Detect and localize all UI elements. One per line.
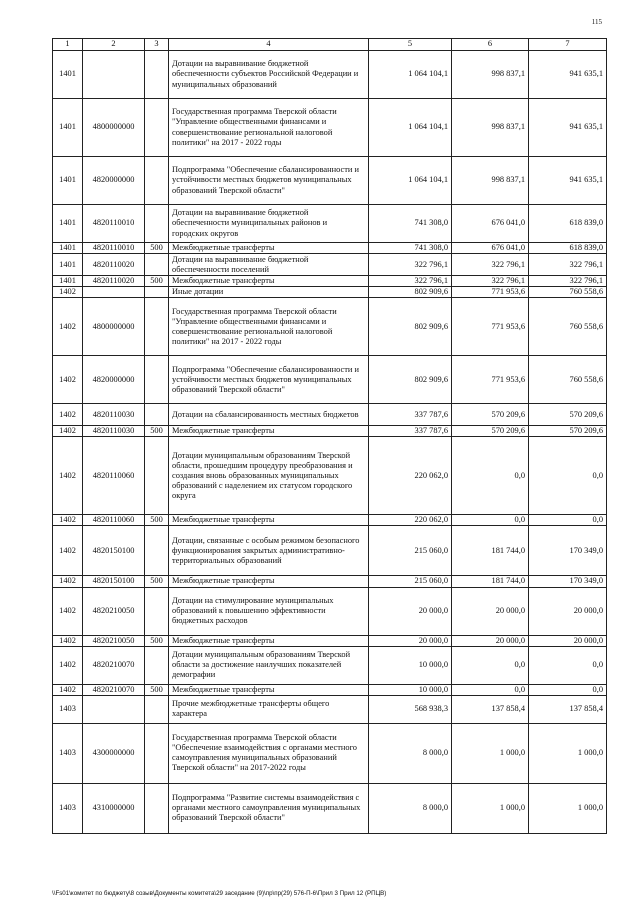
target-article-cell: 4820110030	[83, 426, 145, 437]
description-cell: Межбюджетные трансферты	[169, 684, 369, 695]
amount-year2-cell: 0,0	[452, 646, 529, 684]
description-cell: Межбюджетные трансферты	[169, 515, 369, 526]
amount-year2-cell: 676 041,0	[452, 243, 529, 254]
footer-file-path: \\Fs01\комитет по бюджету\8 созыв\Документы комитета\29 заседание (9)\пр\пр(29) 576-П-6\Прил 3 Прил 12 (РПЦВ)	[52, 890, 387, 897]
section-code-cell: 1402	[53, 684, 83, 695]
expense-type-cell	[145, 298, 169, 356]
expense-type-cell	[145, 783, 169, 833]
expense-type-cell	[145, 157, 169, 205]
amount-year3-cell: 618 839,0	[529, 243, 607, 254]
table-row	[53, 723, 607, 783]
table-row	[53, 298, 607, 356]
section-code-cell: 1403	[53, 723, 83, 783]
amount-year3-cell: 760 558,6	[529, 287, 607, 298]
amount-year3-cell: 170 349,0	[529, 576, 607, 587]
section-code-cell: 1402	[53, 576, 83, 587]
amount-year3-cell: 941 635,1	[529, 99, 607, 157]
expense-type-cell: 500	[145, 635, 169, 646]
description-cell: Дотации муниципальным образованиям Тверской области за достижение наилучших показателей демографии	[169, 646, 369, 684]
target-article-cell: 4820110060	[83, 437, 145, 515]
column-header-2: 2	[83, 39, 145, 51]
expense-type-cell	[145, 99, 169, 157]
amount-year2-cell: 570 209,6	[452, 426, 529, 437]
amount-year1-cell: 1 064 104,1	[369, 99, 452, 157]
target-article-cell: 4310000000	[83, 783, 145, 833]
table-row	[53, 276, 607, 287]
description-cell: Межбюджетные трансферты	[169, 243, 369, 254]
target-article-cell: 4820210070	[83, 684, 145, 695]
section-code-cell: 1401	[53, 99, 83, 157]
section-code-cell: 1401	[53, 205, 83, 243]
amount-year1-cell: 20 000,0	[369, 587, 452, 635]
amount-year3-cell: 20 000,0	[529, 635, 607, 646]
section-code-cell: 1401	[53, 157, 83, 205]
amount-year2-cell: 998 837,1	[452, 157, 529, 205]
table-row	[53, 526, 607, 576]
section-code-cell: 1402	[53, 526, 83, 576]
section-code-cell: 1402	[53, 426, 83, 437]
amount-year2-cell: 771 953,6	[452, 287, 529, 298]
amount-year2-cell: 998 837,1	[452, 99, 529, 157]
target-article-cell: 4820000000	[83, 157, 145, 205]
expense-type-cell	[145, 646, 169, 684]
amount-year2-cell: 20 000,0	[452, 587, 529, 635]
table-row	[53, 426, 607, 437]
amount-year3-cell: 941 635,1	[529, 51, 607, 99]
description-cell: Дотации муниципальным образованиям Тверской области, прошедшим процедуру преобразования и создания вновь образованных муниципальных образований с наделением их статусом городского округа	[169, 437, 369, 515]
description-cell: Дотации на выравнивание бюджетной обеспеченности субъектов Российской Федерации и муниципальных образований	[169, 51, 369, 99]
description-cell: Прочие межбюджетные трансферты общего характера	[169, 695, 369, 723]
amount-year1-cell: 322 796,1	[369, 276, 452, 287]
table-row	[53, 576, 607, 587]
amount-year3-cell: 20 000,0	[529, 587, 607, 635]
description-cell: Межбюджетные трансферты	[169, 635, 369, 646]
amount-year2-cell: 570 209,6	[452, 404, 529, 426]
column-header-3: 3	[145, 39, 169, 51]
expense-type-cell: 500	[145, 426, 169, 437]
section-code-cell: 1402	[53, 356, 83, 404]
expense-type-cell	[145, 51, 169, 99]
section-code-cell: 1403	[53, 695, 83, 723]
amount-year1-cell: 322 796,1	[369, 254, 452, 276]
amount-year2-cell: 181 744,0	[452, 526, 529, 576]
expense-type-cell	[145, 356, 169, 404]
section-code-cell: 1402	[53, 287, 83, 298]
target-article-cell: 4820110010	[83, 205, 145, 243]
target-article-cell: 4820110020	[83, 254, 145, 276]
column-header-5: 5	[369, 39, 452, 51]
description-cell: Государственная программа Тверской области "Обеспечение взаимодействия с органами местного самоуправления муниципальных образований Тверской области" на 2017-2022 годы	[169, 723, 369, 783]
amount-year1-cell: 337 787,6	[369, 426, 452, 437]
expense-type-cell	[145, 205, 169, 243]
target-article-cell	[83, 695, 145, 723]
target-article-cell: 4820150100	[83, 526, 145, 576]
target-article-cell: 4800000000	[83, 99, 145, 157]
amount-year3-cell: 322 796,1	[529, 254, 607, 276]
table-row	[53, 515, 607, 526]
amount-year2-cell: 0,0	[452, 515, 529, 526]
table-row	[53, 205, 607, 243]
amount-year1-cell: 10 000,0	[369, 646, 452, 684]
table-row	[53, 404, 607, 426]
amount-year1-cell: 1 064 104,1	[369, 157, 452, 205]
amount-year2-cell: 322 796,1	[452, 254, 529, 276]
target-article-cell: 4820110010	[83, 243, 145, 254]
section-code-cell: 1401	[53, 51, 83, 99]
amount-year3-cell: 570 209,6	[529, 426, 607, 437]
table-row	[53, 646, 607, 684]
table-row	[53, 99, 607, 157]
description-cell: Межбюджетные трансферты	[169, 276, 369, 287]
amount-year3-cell: 0,0	[529, 437, 607, 515]
amount-year3-cell: 760 558,6	[529, 356, 607, 404]
expense-type-cell	[145, 695, 169, 723]
table-row	[53, 684, 607, 695]
amount-year2-cell: 137 858,4	[452, 695, 529, 723]
amount-year1-cell: 10 000,0	[369, 684, 452, 695]
description-cell: Подпрограмма "Развитие системы взаимодействия с органами местного самоуправления муниципальных образований Тверской области"	[169, 783, 369, 833]
target-article-cell: 4820150100	[83, 576, 145, 587]
table-row	[53, 437, 607, 515]
target-article-cell: 4820110060	[83, 515, 145, 526]
expense-type-cell	[145, 587, 169, 635]
section-code-cell: 1402	[53, 587, 83, 635]
target-article-cell: 4800000000	[83, 298, 145, 356]
amount-year1-cell: 1 064 104,1	[369, 51, 452, 99]
description-cell: Дотации на выравнивание бюджетной обеспеченности муниципальных районов и городских округов	[169, 205, 369, 243]
description-cell: Подпрограмма "Обеспечение сбалансированности и устойчивости местных бюджетов муниципальных образований Тверской области"	[169, 356, 369, 404]
section-code-cell: 1402	[53, 404, 83, 426]
expense-type-cell	[145, 287, 169, 298]
table-row	[53, 51, 607, 99]
expense-type-cell: 500	[145, 243, 169, 254]
column-header-7: 7	[529, 39, 607, 51]
section-code-cell: 1402	[53, 646, 83, 684]
description-cell: Дотации, связанные с особым режимом безопасного функционирования закрытых административно-территориальных образований	[169, 526, 369, 576]
amount-year1-cell: 20 000,0	[369, 635, 452, 646]
section-code-cell: 1402	[53, 298, 83, 356]
description-cell: Иные дотации	[169, 287, 369, 298]
section-code-cell: 1402	[53, 635, 83, 646]
section-code-cell: 1403	[53, 783, 83, 833]
section-code-cell: 1401	[53, 254, 83, 276]
amount-year1-cell: 337 787,6	[369, 404, 452, 426]
amount-year1-cell: 802 909,6	[369, 356, 452, 404]
amount-year2-cell: 0,0	[452, 437, 529, 515]
description-cell: Подпрограмма "Обеспечение сбалансированности и устойчивости местных бюджетов муниципальных образований Тверской области"	[169, 157, 369, 205]
table-row	[53, 254, 607, 276]
amount-year3-cell: 1 000,0	[529, 783, 607, 833]
column-header-4: 4	[169, 39, 369, 51]
description-cell: Государственная программа Тверской области "Управление общественными финансами и совершенствование региональной налоговой политики" на 2017 - 2022 годы	[169, 99, 369, 157]
expense-type-cell	[145, 723, 169, 783]
expense-type-cell: 500	[145, 515, 169, 526]
description-cell: Дотации на стимулирование муниципальных образований к повышению эффективности бюджетных расходов	[169, 587, 369, 635]
amount-year1-cell: 8 000,0	[369, 783, 452, 833]
amount-year3-cell: 941 635,1	[529, 157, 607, 205]
amount-year2-cell: 998 837,1	[452, 51, 529, 99]
budget-table	[52, 38, 607, 834]
table-row	[53, 695, 607, 723]
table-row	[53, 157, 607, 205]
table-row	[53, 783, 607, 833]
amount-year3-cell: 170 349,0	[529, 526, 607, 576]
target-article-cell	[83, 287, 145, 298]
amount-year3-cell: 0,0	[529, 515, 607, 526]
table-row	[53, 587, 607, 635]
amount-year2-cell: 1 000,0	[452, 783, 529, 833]
section-code-cell: 1401	[53, 276, 83, 287]
amount-year1-cell: 802 909,6	[369, 298, 452, 356]
page-number: 115	[591, 18, 602, 26]
description-cell: Межбюджетные трансферты	[169, 426, 369, 437]
amount-year3-cell: 0,0	[529, 684, 607, 695]
expense-type-cell	[145, 437, 169, 515]
target-article-cell: 4820110030	[83, 404, 145, 426]
table-row	[53, 356, 607, 404]
expense-type-cell	[145, 404, 169, 426]
column-header-1: 1	[53, 39, 83, 51]
amount-year2-cell: 1 000,0	[452, 723, 529, 783]
amount-year1-cell: 215 060,0	[369, 526, 452, 576]
amount-year2-cell: 20 000,0	[452, 635, 529, 646]
amount-year3-cell: 618 839,0	[529, 205, 607, 243]
target-article-cell: 4820210070	[83, 646, 145, 684]
expense-type-cell: 500	[145, 576, 169, 587]
amount-year1-cell: 8 000,0	[369, 723, 452, 783]
amount-year1-cell: 802 909,6	[369, 287, 452, 298]
amount-year3-cell: 137 858,4	[529, 695, 607, 723]
amount-year3-cell: 760 558,6	[529, 298, 607, 356]
target-article-cell: 4820110020	[83, 276, 145, 287]
amount-year2-cell: 181 744,0	[452, 576, 529, 587]
amount-year2-cell: 322 796,1	[452, 276, 529, 287]
amount-year1-cell: 215 060,0	[369, 576, 452, 587]
expense-type-cell: 500	[145, 276, 169, 287]
target-article-cell: 4820210050	[83, 635, 145, 646]
description-cell: Дотации на выравнивание бюджетной обеспеченности поселений	[169, 254, 369, 276]
expense-type-cell: 500	[145, 684, 169, 695]
amount-year3-cell: 0,0	[529, 646, 607, 684]
amount-year2-cell: 676 041,0	[452, 205, 529, 243]
table-row	[53, 287, 607, 298]
amount-year2-cell: 771 953,6	[452, 298, 529, 356]
amount-year3-cell: 570 209,6	[529, 404, 607, 426]
description-cell: Дотации на сбалансированность местных бюджетов	[169, 404, 369, 426]
section-code-cell: 1402	[53, 437, 83, 515]
section-code-cell: 1402	[53, 515, 83, 526]
amount-year1-cell: 741 308,0	[369, 243, 452, 254]
description-cell: Межбюджетные трансферты	[169, 576, 369, 587]
section-code-cell: 1401	[53, 243, 83, 254]
amount-year3-cell: 1 000,0	[529, 723, 607, 783]
table-row	[53, 635, 607, 646]
table-header-row	[53, 39, 607, 51]
target-article-cell	[83, 51, 145, 99]
amount-year1-cell: 220 062,0	[369, 437, 452, 515]
amount-year3-cell: 322 796,1	[529, 276, 607, 287]
table-row	[53, 243, 607, 254]
target-article-cell: 4820000000	[83, 356, 145, 404]
target-article-cell: 4820210050	[83, 587, 145, 635]
expense-type-cell	[145, 254, 169, 276]
amount-year1-cell: 220 062,0	[369, 515, 452, 526]
description-cell: Государственная программа Тверской области "Управление общественными финансами и совершенствование региональной налоговой политики" на 2017 - 2022 годы	[169, 298, 369, 356]
amount-year2-cell: 0,0	[452, 684, 529, 695]
target-article-cell: 4300000000	[83, 723, 145, 783]
table-body	[53, 51, 607, 834]
amount-year2-cell: 771 953,6	[452, 356, 529, 404]
column-header-6: 6	[452, 39, 529, 51]
expense-type-cell	[145, 526, 169, 576]
amount-year1-cell: 568 938,3	[369, 695, 452, 723]
amount-year1-cell: 741 308,0	[369, 205, 452, 243]
